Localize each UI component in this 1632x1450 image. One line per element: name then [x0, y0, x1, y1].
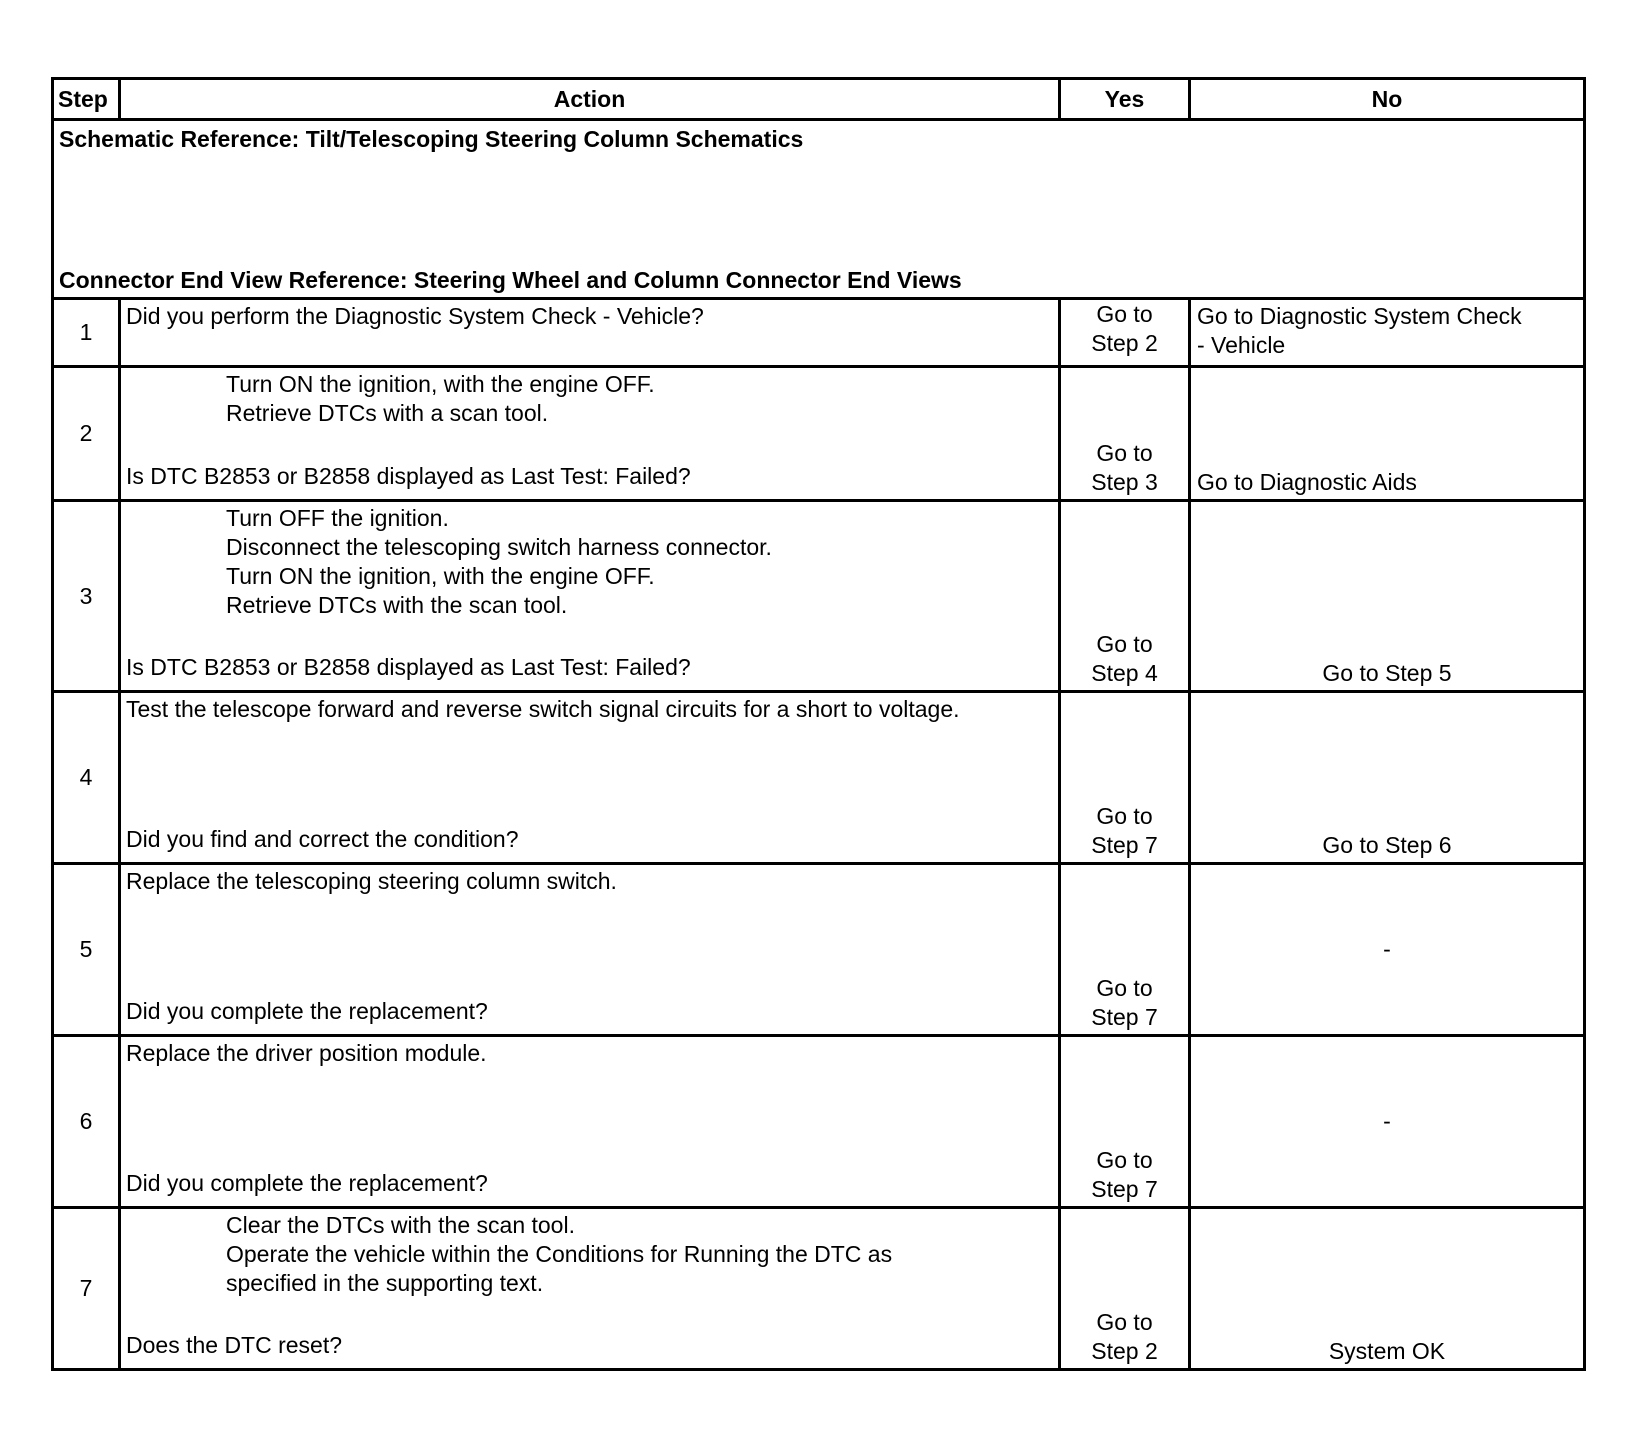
- question-text: Does the DTC reset?: [126, 1332, 343, 1358]
- instruction-list: [126, 1211, 1052, 1298]
- yes-line: Step 2: [1091, 330, 1158, 356]
- question-text: Did you perform the Diagnostic System Check - Vehicle?: [126, 303, 704, 329]
- yes-cell: [1060, 864, 1190, 1036]
- yes-line: Step 7: [1091, 1176, 1158, 1202]
- yes-line: Step 3: [1091, 469, 1158, 495]
- yes-line: Go to: [1096, 631, 1153, 657]
- yes-line: Go to: [1096, 440, 1153, 466]
- instruction-line: Retrieve DTCs with the scan tool.: [226, 592, 568, 618]
- yes-line: Go to: [1096, 301, 1153, 327]
- yes-line: Go to: [1096, 803, 1153, 829]
- reference-cell: [53, 120, 1585, 299]
- no-line: - Vehicle: [1197, 332, 1286, 358]
- header-yes: Yes: [1060, 79, 1190, 120]
- header-no: No: [1190, 79, 1585, 120]
- yes-line: Go to: [1096, 1147, 1153, 1173]
- table-row: [53, 501, 1585, 692]
- no-cell: [1190, 299, 1585, 367]
- step-number: 4: [53, 692, 120, 864]
- action-cell: [120, 864, 1060, 1036]
- instruction-list: [126, 370, 1052, 428]
- header-row: [53, 79, 1585, 120]
- instruction-line: Clear the DTCs with the scan tool.: [226, 1212, 575, 1238]
- step-number: 5: [53, 864, 120, 1036]
- no-line: Go to Diagnostic Aids: [1197, 469, 1417, 495]
- yes-cell: [1060, 1036, 1190, 1208]
- no-cell: [1190, 367, 1585, 501]
- table-row: [53, 299, 1585, 367]
- instruction-line: Turn ON the ignition, with the engine OFF.: [226, 563, 655, 589]
- no-line: -: [1383, 1108, 1391, 1134]
- action-cell: [120, 1036, 1060, 1208]
- yes-line: Step 4: [1091, 660, 1158, 686]
- yes-line: Go to: [1096, 1309, 1153, 1335]
- no-line: Go to Step 5: [1322, 660, 1452, 686]
- instruction-line: Test the telescope forward and reverse switch signal circuits for a short to voltage.: [126, 696, 960, 722]
- step-number: 1: [53, 299, 120, 367]
- table-row: [53, 367, 1585, 501]
- reference-row: [53, 120, 1585, 299]
- connector-reference: Connector End View Reference: Steering Wheel and Column Connector End Views: [59, 267, 962, 293]
- instruction-line: Turn ON the ignition, with the engine OFF.: [226, 371, 655, 397]
- schematic-reference: Schematic Reference: Tilt/Telescoping Steering Column Schematics: [59, 126, 804, 152]
- yes-line: Step 7: [1091, 1004, 1158, 1030]
- table-row: [53, 864, 1585, 1036]
- table-row: [53, 692, 1585, 864]
- instruction-list: [126, 504, 1052, 620]
- instruction-line: specified in the supporting text.: [226, 1270, 544, 1296]
- yes-line: Step 2: [1091, 1338, 1158, 1364]
- yes-cell: [1060, 299, 1190, 367]
- yes-cell: [1060, 501, 1190, 692]
- yes-line: Go to: [1096, 975, 1153, 1001]
- no-line: -: [1383, 936, 1391, 962]
- question-text: Did you find and correct the condition?: [126, 826, 519, 852]
- no-cell: [1190, 501, 1585, 692]
- instruction-line: Replace the telescoping steering column switch.: [126, 868, 617, 894]
- instruction-line: Retrieve DTCs with a scan tool.: [226, 400, 549, 426]
- yes-line: Step 7: [1091, 832, 1158, 858]
- header-step: Step: [53, 79, 120, 120]
- question-text: Did you complete the replacement?: [126, 1170, 488, 1196]
- action-cell: [120, 692, 1060, 864]
- yes-cell: [1060, 367, 1190, 501]
- step-number: 6: [53, 1036, 120, 1208]
- no-line: Go to Step 6: [1322, 832, 1452, 858]
- question-text: Is DTC B2853 or B2858 displayed as Last Test: Failed?: [126, 463, 691, 489]
- instruction-line: Disconnect the telescoping switch harness connector.: [226, 534, 772, 560]
- no-cell: [1190, 1208, 1585, 1370]
- question-text: Did you complete the replacement?: [126, 998, 488, 1024]
- no-cell: [1190, 864, 1585, 1036]
- no-line: System OK: [1328, 1338, 1446, 1364]
- instruction-line: Operate the vehicle within the Conditions for Running the DTC as: [226, 1241, 893, 1267]
- action-cell: [120, 367, 1060, 501]
- no-cell: [1190, 692, 1585, 864]
- instruction-line: Turn OFF the ignition.: [226, 505, 449, 531]
- no-cell: [1190, 1036, 1585, 1208]
- header-action: Action: [120, 79, 1060, 120]
- step-number: 2: [53, 367, 120, 501]
- table-row: [53, 1036, 1585, 1208]
- yes-cell: [1060, 1208, 1190, 1370]
- action-cell: [120, 299, 1060, 367]
- step-number: 7: [53, 1208, 120, 1370]
- yes-cell: [1060, 692, 1190, 864]
- action-cell: [120, 1208, 1060, 1370]
- action-cell: [120, 501, 1060, 692]
- diagnostic-table: [51, 77, 1586, 1371]
- no-line: Go to Diagnostic System Check: [1197, 303, 1522, 329]
- table-row: [53, 1208, 1585, 1370]
- question-text: Is DTC B2853 or B2858 displayed as Last Test: Failed?: [126, 654, 691, 680]
- instruction-line: Replace the driver position module.: [126, 1040, 487, 1066]
- step-number: 3: [53, 501, 120, 692]
